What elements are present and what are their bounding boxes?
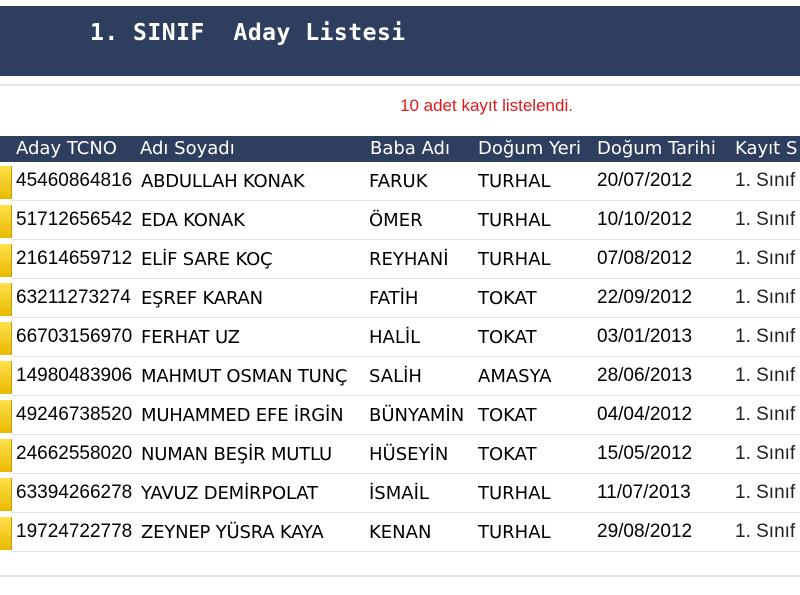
cell-class: 1. Sınıf <box>735 170 796 191</box>
cell-father-name: FARUK <box>369 171 428 192</box>
table-row[interactable] <box>0 513 800 552</box>
row-marker[interactable] <box>0 283 12 316</box>
cell-tcno: 19724722778 <box>16 521 133 542</box>
row-marker[interactable] <box>0 478 12 511</box>
divider-top <box>0 84 800 86</box>
cell-name: EDA KONAK <box>141 210 245 231</box>
cell-birthdate: 10/10/2012 <box>597 209 693 230</box>
cell-tcno: 45460864816 <box>16 170 133 191</box>
cell-birthplace: TOKAT <box>478 444 537 465</box>
cell-tcno: 49246738520 <box>16 404 133 425</box>
row-marker[interactable] <box>0 439 12 472</box>
divider-bottom <box>0 575 800 577</box>
row-marker[interactable] <box>0 205 12 238</box>
cell-birthplace: TOKAT <box>478 405 537 426</box>
row-divider <box>12 551 800 552</box>
table-row[interactable] <box>0 357 800 396</box>
table-row[interactable] <box>0 318 800 357</box>
record-count-message: 10 adet kayıt listelendi. <box>400 96 573 115</box>
cell-birthplace: TURHAL <box>478 249 551 270</box>
cell-birthplace: TOKAT <box>478 327 537 348</box>
table-row[interactable] <box>0 435 800 474</box>
cell-father-name: ÖMER <box>369 210 423 231</box>
cell-birthdate: 11/07/2013 <box>597 482 691 503</box>
cell-birthdate: 04/04/2012 <box>597 404 693 425</box>
cell-birthplace: TOKAT <box>478 288 537 309</box>
cell-tcno: 21614659712 <box>16 248 133 269</box>
cell-birthplace: TURHAL <box>478 210 551 231</box>
row-marker[interactable] <box>0 322 12 355</box>
cell-tcno: 63394266278 <box>16 482 133 503</box>
cell-class: 1. Sınıf <box>735 326 796 347</box>
cell-father-name: REYHANİ <box>369 249 449 270</box>
cell-class: 1. Sınıf <box>735 365 796 386</box>
column-header-father[interactable]: Baba Adı <box>370 138 450 159</box>
cell-father-name: HALİL <box>369 327 421 348</box>
cell-father-name: KENAN <box>369 522 432 543</box>
cell-tcno: 24662558020 <box>16 443 133 464</box>
cell-class: 1. Sınıf <box>735 482 796 503</box>
cell-class: 1. Sınıf <box>735 209 796 230</box>
cell-birthdate: 03/01/2013 <box>597 326 693 347</box>
cell-father-name: İSMAİL <box>369 483 429 504</box>
cell-class: 1. Sınıf <box>735 521 796 542</box>
row-marker[interactable] <box>0 166 12 199</box>
cell-birthdate: 22/09/2012 <box>597 287 693 308</box>
cell-father-name: HÜSEYİN <box>369 444 449 465</box>
cell-name: FERHAT UZ <box>141 327 240 348</box>
cell-class: 1. Sınıf <box>735 404 796 425</box>
cell-name: ABDULLAH KONAK <box>141 171 305 192</box>
cell-birthdate: 20/07/2012 <box>597 170 693 191</box>
column-header-birthplace[interactable]: Doğum Yeri <box>478 138 582 159</box>
cell-tcno: 51712656542 <box>16 209 133 230</box>
cell-name: NUMAN BEŞİR MUTLU <box>141 444 332 465</box>
column-header-class[interactable]: Kayıt S <box>735 138 798 159</box>
row-marker[interactable] <box>0 244 12 277</box>
cell-tcno: 63211273274 <box>16 287 131 308</box>
table-row[interactable] <box>0 240 800 279</box>
table-row[interactable] <box>0 279 800 318</box>
cell-class: 1. Sınıf <box>735 443 796 464</box>
cell-father-name: BÜNYAMİN <box>369 405 465 426</box>
cell-birthdate: 28/06/2013 <box>597 365 693 386</box>
cell-birthplace: TURHAL <box>478 522 551 543</box>
cell-class: 1. Sınıf <box>735 287 796 308</box>
cell-birthdate: 15/05/2012 <box>597 443 693 464</box>
cell-birthplace: TURHAL <box>478 483 551 504</box>
cell-tcno: 66703156970 <box>16 326 133 347</box>
cell-birthdate: 29/08/2012 <box>597 521 693 542</box>
cell-name: YAVUZ DEMİRPOLAT <box>141 483 318 504</box>
table-header <box>0 136 800 162</box>
row-marker[interactable] <box>0 400 12 433</box>
table-row[interactable] <box>0 201 800 240</box>
row-marker[interactable] <box>0 361 12 394</box>
page-title: 1. SINIF Aday Listesi <box>90 20 406 46</box>
cell-name: EŞREF KARAN <box>141 288 263 309</box>
cell-tcno: 14980483906 <box>16 365 133 386</box>
cell-name: ELİF SARE KOÇ <box>141 249 273 270</box>
table-row[interactable] <box>0 396 800 435</box>
cell-birthdate: 07/08/2012 <box>597 248 693 269</box>
cell-name: MAHMUT OSMAN TUNÇ <box>141 366 348 387</box>
column-header-tcno[interactable]: Aday TCNO <box>16 138 117 159</box>
table-row[interactable] <box>0 162 800 201</box>
cell-birthplace: AMASYA <box>478 366 552 387</box>
column-header-name[interactable]: Adı Soyadı <box>140 138 235 159</box>
page-header <box>0 6 800 76</box>
cell-name: ZEYNEP YÜSRA KAYA <box>141 522 324 543</box>
column-header-birthdate[interactable]: Doğum Tarihi <box>597 138 716 159</box>
cell-father-name: SALİH <box>369 366 422 387</box>
table-row[interactable] <box>0 474 800 513</box>
cell-class: 1. Sınıf <box>735 248 796 269</box>
cell-name: MUHAMMED EFE İRGİN <box>141 405 344 426</box>
cell-birthplace: TURHAL <box>478 171 551 192</box>
cell-father-name: FATİH <box>369 288 419 309</box>
row-marker[interactable] <box>0 517 12 550</box>
